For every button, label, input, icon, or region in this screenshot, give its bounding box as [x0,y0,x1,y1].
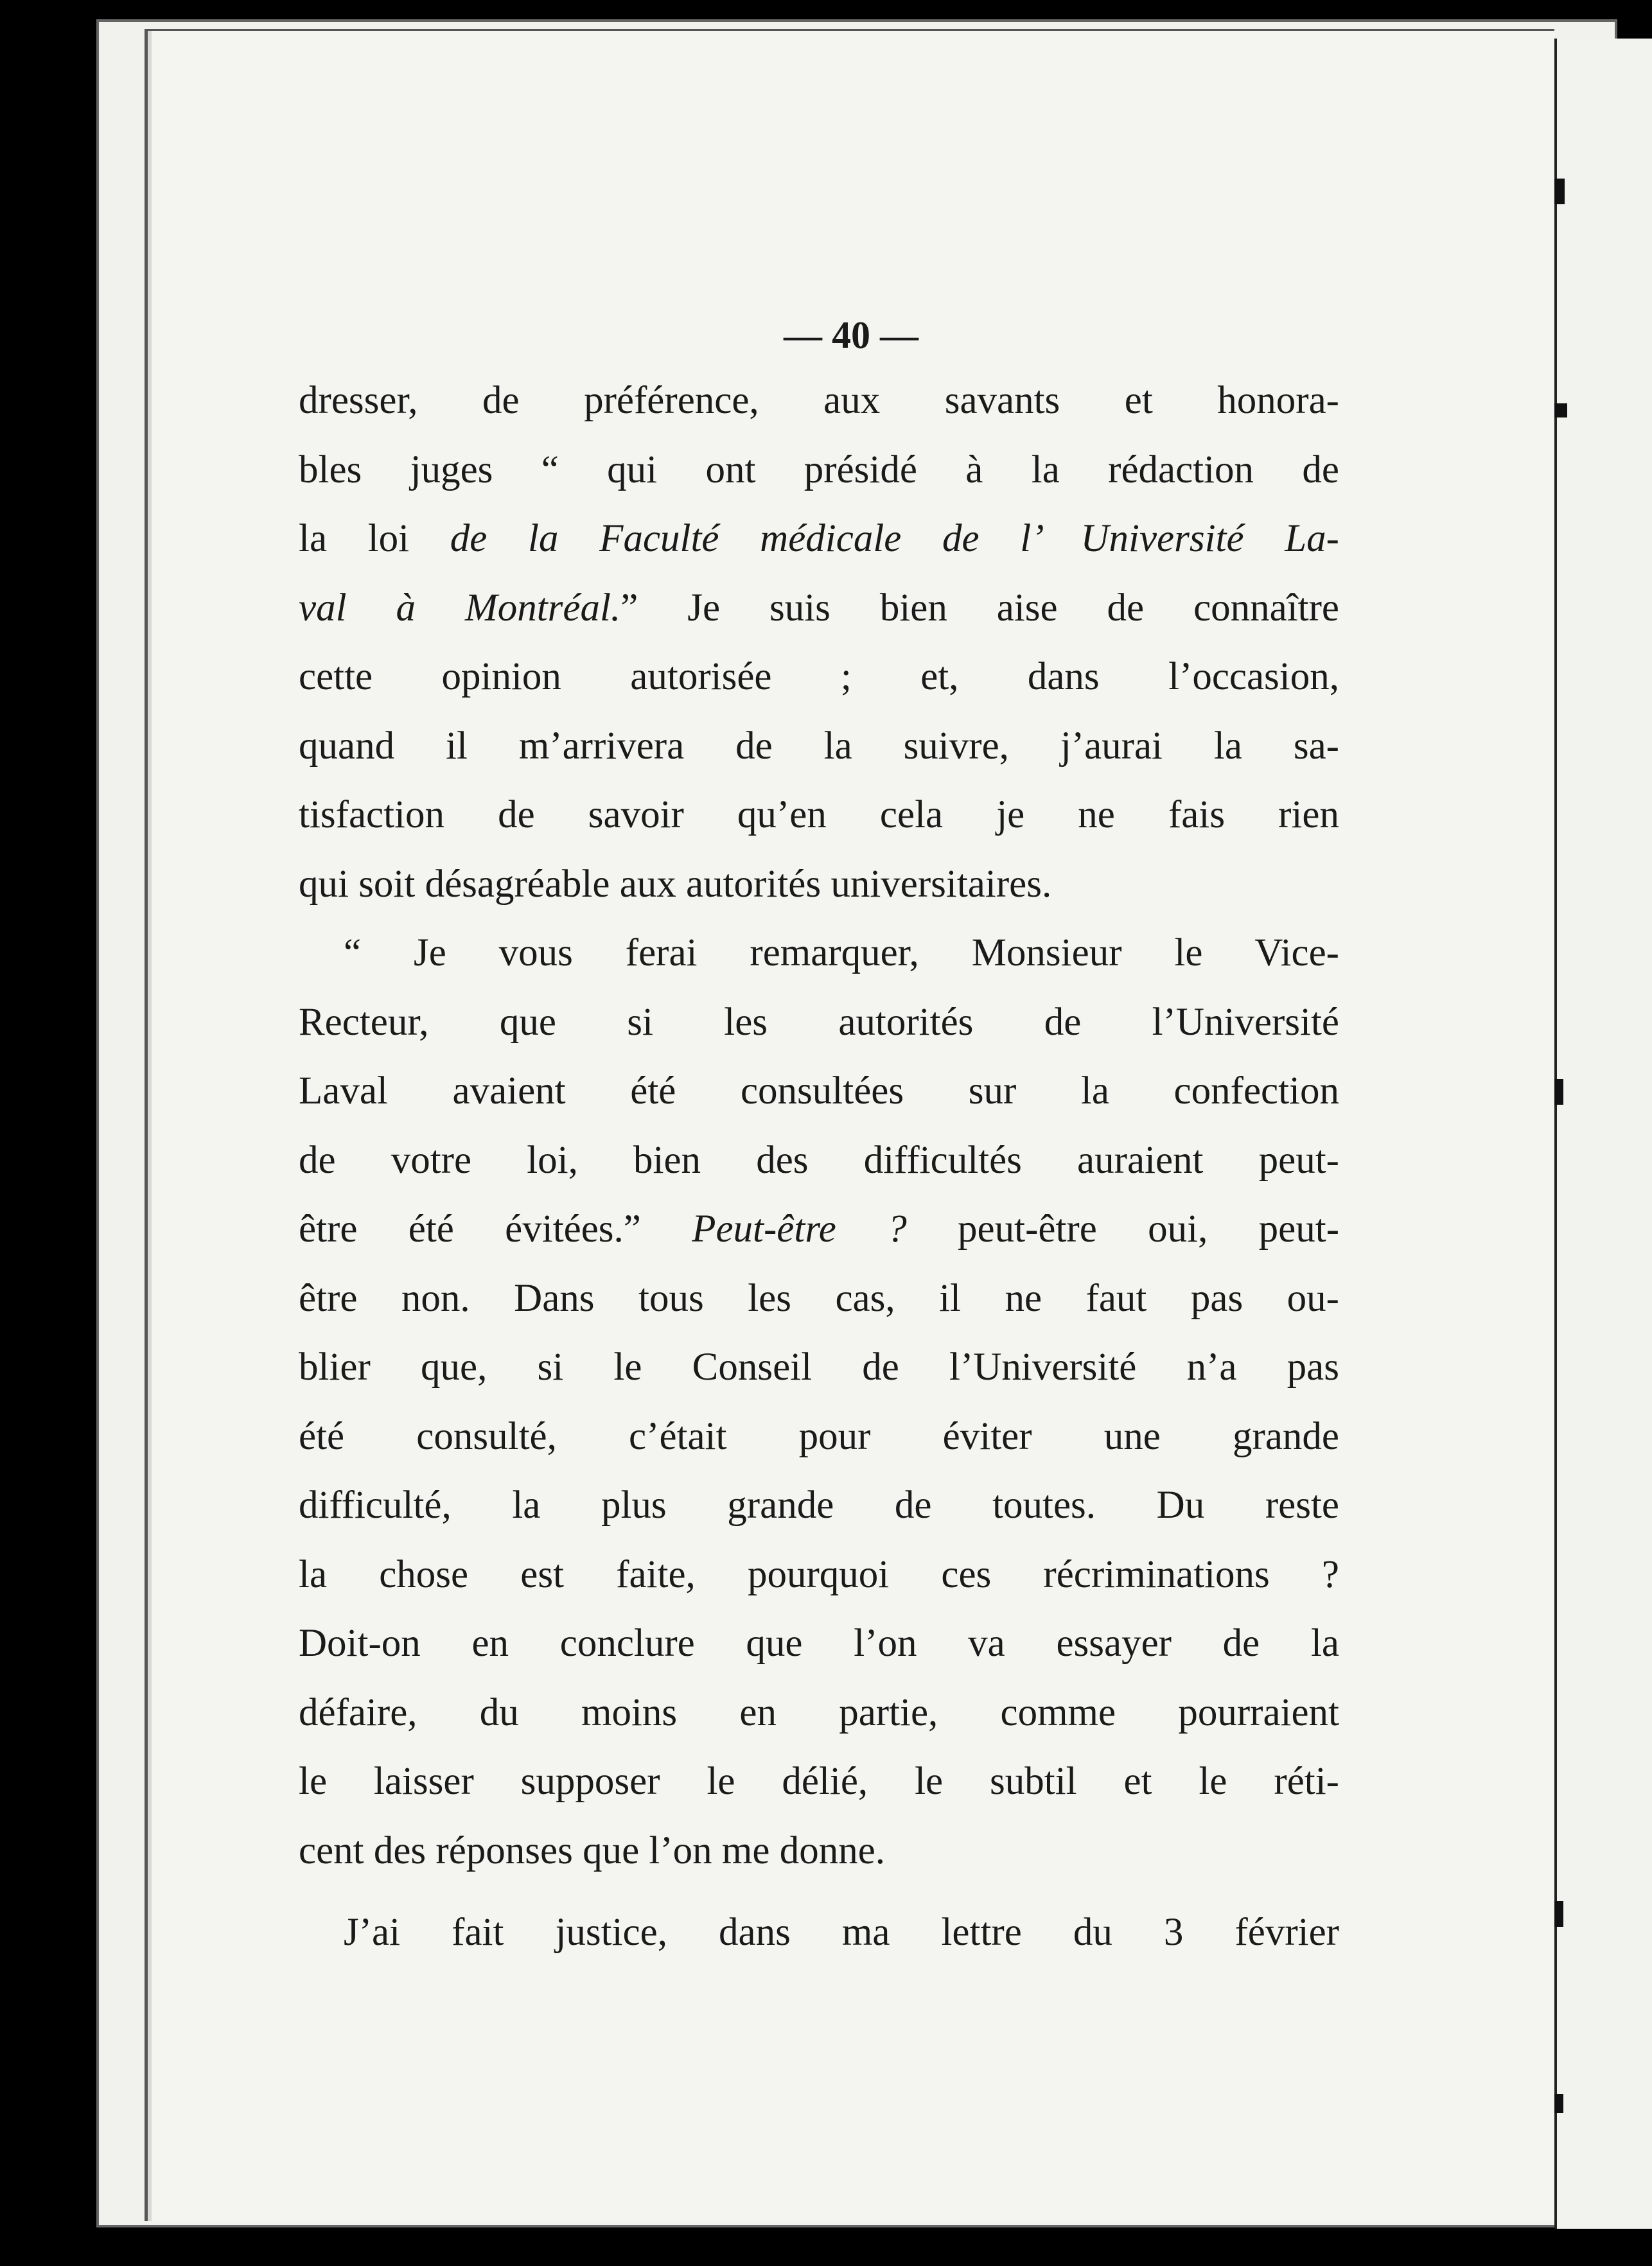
text-line [299,1195,1339,1264]
text-line: bles juges “ qui ont présidé à la rédaction de [299,448,1339,491]
body-text [299,366,1339,1967]
italic-title: de la Faculté médicale de l’ Université La- [450,517,1339,560]
text-line [299,504,1339,574]
italic-text: Peut-être ? [692,1208,907,1251]
edge-mark [1553,2094,1563,2113]
text-line: blier que, si le Conseil de l’Université n’a pas [299,1346,1339,1389]
right-page-edge [1554,39,1652,2229]
text-line: cette opinion autorisée ; et, dans l’occasion, [299,655,1339,698]
text-line: tisfaction de savoir qu’en cela je ne fais rien [299,793,1339,836]
text-line: le laisser supposer le délié, le subtil et le réti- [299,1760,1339,1803]
text-line: dresser, de préférence, aux savants et honora- [299,379,1339,422]
text-line: Laval avaient été consultées sur la confection [299,1069,1339,1112]
text-line: été consulté, c’était pour éviter une grande [299,1414,1339,1458]
edge-mark [1553,179,1565,204]
text-line: être non. Dans tous les cas, il ne faut pas ou- [299,1276,1339,1320]
text-line: de votre loi, bien des difficultés auraient peut- [299,1138,1339,1182]
italic-title: val à Montréal. [299,586,621,629]
text-line: “ Je vous ferai remarquer, Monsieur le Vice- [344,931,1339,974]
text-line: cent des réponses que l’on me donne. [299,1829,886,1872]
text-line: Recteur, que si les autorités de l’Université [299,1000,1339,1044]
text-line [299,574,1339,643]
text-segment: la loi [299,517,450,560]
text-segment: être été évitées.” [299,1208,692,1251]
text-segment: peut-être oui, peut- [906,1208,1340,1251]
edge-mark [1553,1079,1563,1105]
text-line: défaire, du moins en partie, comme pourraient [299,1691,1339,1734]
text-segment: ” Je suis bien aise de connaître [620,586,1340,629]
text-line: difficulté, la plus grande de toutes. Du reste [299,1484,1339,1527]
text-line: J’ai fait justice, dans ma lettre du 3 février [344,1911,1339,1954]
edge-mark [1553,403,1567,417]
text-line: la chose est faite, pourquoi ces récriminations ? [299,1552,1339,1596]
page-number: — 40 — [784,314,918,356]
text-line: quand il m’arrivera de la suivre, j’aurai la sa- [299,724,1339,768]
text-line: qui soit désagréable aux autorités universitaires. [299,862,1052,906]
text-line: Doit-on en conclure que l’on va essayer de la [299,1622,1339,1665]
edge-mark [1553,1901,1563,1927]
